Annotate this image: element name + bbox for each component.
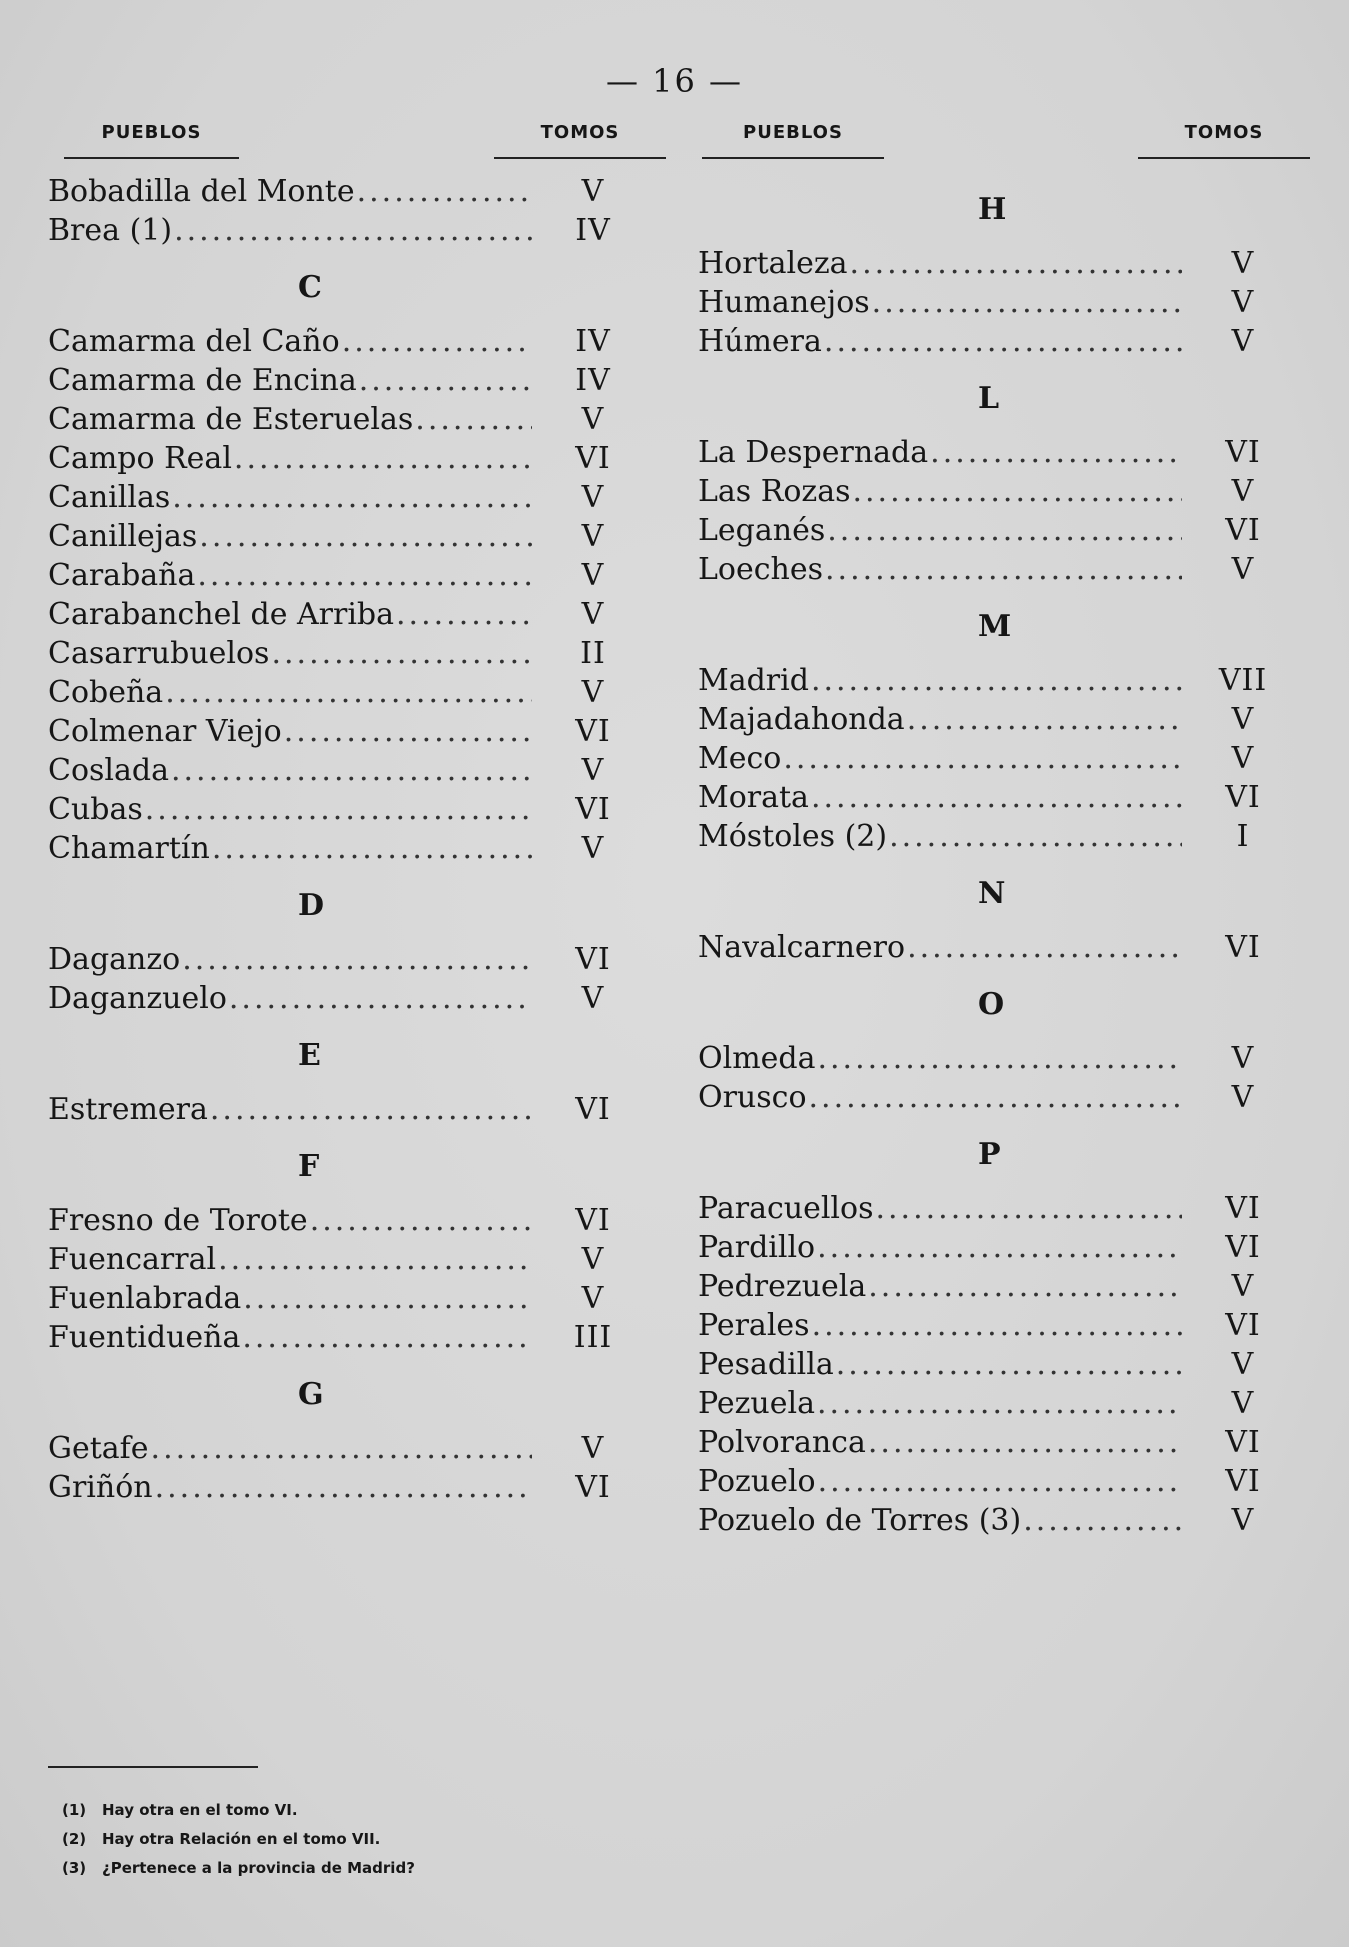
pueblo-row	[48, 172, 648, 211]
section-letter: L	[978, 381, 1003, 416]
letter-section	[48, 886, 678, 1018]
pueblo-name: Fuenlabrada	[48, 1281, 242, 1316]
page-number: — 16 —	[605, 62, 744, 100]
dot-leader	[930, 433, 1182, 472]
footnote	[48, 1854, 648, 1883]
tomo-number: VI	[575, 441, 611, 476]
tomo-number: VI	[575, 1092, 611, 1127]
pueblo-row	[48, 361, 648, 400]
pueblo-row	[698, 1384, 1298, 1423]
tomo-number: VI	[1225, 1191, 1261, 1226]
pueblo-row	[48, 400, 648, 439]
pueblo-row	[48, 673, 648, 712]
pueblo-name: Daganzuelo	[48, 981, 227, 1016]
dot-leader	[852, 472, 1182, 511]
pueblo-name: Meco	[698, 741, 782, 776]
section-letter: F	[298, 1149, 323, 1184]
left-column-header	[48, 122, 678, 172]
right-sections	[698, 190, 1318, 1540]
tomo-number: V	[581, 480, 605, 515]
tomo-number: V	[1231, 324, 1255, 359]
pueblo-row	[698, 928, 1298, 967]
pueblo-name: Morata	[698, 780, 809, 815]
footnote-list	[48, 1796, 648, 1883]
pueblo-name: Humanejos	[698, 285, 870, 320]
dot-leader	[145, 790, 532, 829]
tomo-number: V	[1231, 1080, 1255, 1115]
tomo-number: VI	[575, 792, 611, 827]
pueblo-row	[698, 1267, 1298, 1306]
pueblo-name: Pedrezuela	[698, 1269, 867, 1304]
pueblo-row	[698, 817, 1298, 856]
pueblo-row	[698, 700, 1298, 739]
pueblo-row	[48, 478, 648, 517]
pueblo-row	[48, 940, 648, 979]
tomo-number: V	[581, 675, 605, 710]
pueblo-row	[698, 1039, 1298, 1078]
pueblo-row	[48, 439, 648, 478]
tomo-number: V	[1231, 702, 1255, 737]
tomo-number: VI	[575, 714, 611, 749]
tomo-number: V	[581, 1281, 605, 1316]
dot-leader	[242, 1318, 532, 1357]
pueblo-name: Brea (1)	[48, 213, 173, 248]
tomo-number: II	[580, 636, 606, 671]
tomo-number: V	[1231, 285, 1255, 320]
left-column	[48, 122, 678, 1507]
tomo-number: VI	[1225, 930, 1261, 965]
tomo-number: V	[581, 981, 605, 1016]
dot-leader	[229, 979, 532, 1018]
dot-leader	[271, 634, 532, 673]
tomo-number: V	[581, 1431, 605, 1466]
pueblo-name: Pezuela	[698, 1386, 815, 1421]
pueblo-row	[698, 1345, 1298, 1384]
pueblo-name: Pesadilla	[698, 1347, 834, 1382]
section-letter: G	[298, 1377, 327, 1412]
dot-leader	[165, 673, 532, 712]
pueblo-name: Getafe	[48, 1431, 149, 1466]
letter-section	[48, 268, 678, 868]
pueblo-name: Estremera	[48, 1092, 208, 1127]
dot-leader	[811, 661, 1182, 700]
dot-leader	[151, 1429, 532, 1468]
pueblo-name: Móstoles (2)	[698, 819, 888, 854]
letter-section	[698, 190, 1318, 361]
dot-leader	[817, 1228, 1182, 1267]
pueblo-name: Canillas	[48, 480, 171, 515]
pueblo-name: Camarma de Encina	[48, 363, 357, 398]
pueblo-row	[48, 1090, 648, 1129]
pueblo-row	[698, 661, 1298, 700]
left-top-rows	[48, 172, 678, 250]
dot-leader	[174, 211, 532, 250]
dot-leader	[889, 817, 1182, 856]
pueblo-name: Coslada	[48, 753, 169, 788]
dot-leader	[218, 1240, 532, 1279]
pueblo-name: Camarma del Caño	[48, 324, 340, 359]
tomo-number: V	[581, 597, 605, 632]
tomo-number: VI	[575, 1470, 611, 1505]
dot-leader	[342, 322, 532, 361]
pueblo-row	[48, 1201, 648, 1240]
tomo-number: V	[1231, 1041, 1255, 1076]
section-letter: D	[298, 888, 328, 923]
pueblo-row	[48, 751, 648, 790]
footnote	[48, 1825, 648, 1854]
dot-leader	[850, 244, 1182, 283]
footnote-text: ¿Pertenece a la provincia de Madrid?	[102, 1859, 415, 1877]
pueblo-name: Colmenar Viejo	[48, 714, 282, 749]
footnote-mark: (1)	[62, 1801, 87, 1819]
tomos-header: TOMOS	[1138, 122, 1310, 159]
section-letter: P	[978, 1137, 1004, 1172]
tomo-number: V	[581, 1242, 605, 1277]
dot-leader	[243, 1279, 532, 1318]
tomo-number: V	[1231, 1386, 1255, 1421]
dot-leader	[210, 1090, 532, 1129]
pueblo-row	[48, 1318, 648, 1357]
tomo-number: VI	[575, 1203, 611, 1238]
pueblo-row	[698, 283, 1298, 322]
tomo-number: V	[1231, 1347, 1255, 1382]
pueblo-row	[698, 739, 1298, 778]
section-letter: E	[298, 1038, 324, 1073]
tomo-number: V	[1231, 246, 1255, 281]
tomo-number: V	[581, 558, 605, 593]
dot-leader	[817, 1384, 1182, 1423]
pueblo-row	[698, 550, 1298, 589]
footnote	[48, 1796, 648, 1825]
dot-leader	[155, 1468, 532, 1507]
letter-section	[698, 985, 1318, 1117]
tomo-number: IV	[575, 213, 611, 248]
letter-section	[698, 1135, 1318, 1540]
right-column-header	[698, 122, 1318, 172]
dot-leader	[824, 322, 1182, 361]
pueblo-name: Madrid	[698, 663, 809, 698]
pueblo-name: Griñón	[48, 1470, 153, 1505]
pueblo-row	[48, 517, 648, 556]
tomo-number: V	[1231, 1503, 1255, 1538]
pueblo-name: Loeches	[698, 552, 824, 587]
pueblo-row	[698, 1078, 1298, 1117]
pueblo-name: Pardillo	[698, 1230, 816, 1265]
pueblo-row	[698, 1189, 1298, 1228]
dot-leader	[284, 712, 532, 751]
pueblo-row	[48, 790, 648, 829]
dot-leader	[907, 928, 1182, 967]
pueblo-name: Fuencarral	[48, 1242, 217, 1277]
pueblo-name: Perales	[698, 1308, 810, 1343]
pueblo-name: Paracuellos	[698, 1191, 874, 1226]
tomo-number: V	[581, 402, 605, 437]
pueblo-row	[698, 244, 1298, 283]
pueblo-row	[48, 322, 648, 361]
left-sections	[48, 268, 678, 1507]
pueblo-name: Bobadilla del Monte	[48, 174, 355, 209]
pueblo-name: Pozuelo	[698, 1464, 816, 1499]
dot-leader	[199, 517, 532, 556]
tomo-number: VI	[1225, 513, 1261, 548]
tomo-number: V	[1231, 552, 1255, 587]
pueblo-row	[48, 829, 648, 868]
pueblo-name: Casarrubuelos	[48, 636, 270, 671]
pueblo-row	[48, 979, 648, 1018]
pueblo-name: Carabaña	[48, 558, 196, 593]
dot-leader	[783, 739, 1182, 778]
section-letter: C	[298, 270, 325, 305]
dot-leader	[907, 700, 1182, 739]
pueblo-name: Orusco	[698, 1080, 807, 1115]
pueblo-name: Navalcarnero	[698, 930, 906, 965]
dot-leader	[234, 439, 532, 478]
pueblo-name: Campo Real	[48, 441, 232, 476]
pueblo-name: Húmera	[698, 324, 822, 359]
pueblo-row	[698, 472, 1298, 511]
section-letter: N	[978, 876, 1009, 911]
pueblo-name: Fresno de Torote	[48, 1203, 308, 1238]
dot-leader	[415, 400, 532, 439]
tomo-number: VI	[575, 942, 611, 977]
dot-leader	[825, 550, 1182, 589]
pueblo-row	[698, 1306, 1298, 1345]
pueblo-row	[698, 511, 1298, 550]
footnote-mark: (2)	[62, 1830, 87, 1848]
pueblo-name: Cobeña	[48, 675, 164, 710]
tomo-number: VI	[1225, 1308, 1261, 1343]
letter-section	[48, 1375, 678, 1507]
section-letter: O	[978, 987, 1008, 1022]
tomo-number: V	[581, 174, 605, 209]
pueblo-row	[48, 634, 648, 673]
pueblo-name: La Despernada	[698, 435, 929, 470]
tomo-number: V	[1231, 741, 1255, 776]
pueblo-name: Las Rozas	[698, 474, 851, 509]
pueblo-row	[698, 433, 1298, 472]
pueblos-header: PUEBLOS	[64, 122, 239, 159]
tomo-number: IV	[575, 324, 611, 359]
dot-leader	[1023, 1501, 1182, 1540]
pueblo-name: Fuentidueña	[48, 1320, 241, 1355]
pueblo-name: Leganés	[698, 513, 826, 548]
footnote-text: Hay otra en el tomo VI.	[102, 1801, 298, 1819]
pueblo-name: Carabanchel de Arriba	[48, 597, 395, 632]
pueblo-row	[698, 1423, 1298, 1462]
pueblo-name: Hortaleza	[698, 246, 848, 281]
dot-leader	[818, 1462, 1182, 1501]
right-column	[698, 122, 1318, 1540]
pueblo-row	[698, 1462, 1298, 1501]
pueblo-row	[698, 1228, 1298, 1267]
pueblo-row	[698, 322, 1298, 361]
pueblo-row	[48, 1429, 648, 1468]
tomo-number: IV	[575, 363, 611, 398]
dot-leader	[182, 940, 532, 979]
pueblo-row	[48, 1240, 648, 1279]
pueblo-name: Majadahonda	[698, 702, 905, 737]
dot-leader	[809, 1078, 1182, 1117]
tomo-number: VI	[1225, 1464, 1261, 1499]
tomo-number: I	[1236, 819, 1250, 854]
tomo-number: V	[581, 519, 605, 554]
tomo-number: VI	[1225, 780, 1261, 815]
dot-leader	[811, 778, 1182, 817]
footnote-rule	[48, 1766, 258, 1768]
dot-leader	[212, 829, 532, 868]
dot-leader	[812, 1306, 1182, 1345]
footnotes	[48, 1766, 648, 1883]
pueblo-row	[48, 712, 648, 751]
section-letter: H	[978, 192, 1010, 227]
pueblos-header: PUEBLOS	[702, 122, 884, 159]
dot-leader	[872, 283, 1182, 322]
pueblo-name: Polvoranca	[698, 1425, 866, 1460]
pueblo-name: Pozuelo de Torres (3)	[698, 1503, 1022, 1538]
pueblo-name: Canillejas	[48, 519, 198, 554]
tomo-number: V	[1231, 1269, 1255, 1304]
letter-section	[698, 379, 1318, 589]
pueblo-name: Camarma de Esteruelas	[48, 402, 414, 437]
pueblo-name: Cubas	[48, 792, 143, 827]
footnote-mark: (3)	[62, 1859, 87, 1877]
pueblo-name: Chamartín	[48, 831, 210, 866]
tomo-number: VI	[1225, 1230, 1261, 1265]
pueblo-row	[48, 556, 648, 595]
dot-leader	[827, 511, 1182, 550]
letter-section	[698, 607, 1318, 856]
dot-leader	[171, 751, 532, 790]
pueblo-row	[48, 1279, 648, 1318]
dot-leader	[868, 1423, 1182, 1462]
tomos-header: TOMOS	[494, 122, 666, 159]
section-letter: M	[978, 609, 1015, 644]
dot-leader	[868, 1267, 1182, 1306]
pueblo-name: Daganzo	[48, 942, 181, 977]
pueblo-row	[48, 211, 648, 250]
tomo-number: V	[581, 831, 605, 866]
dot-leader	[396, 595, 532, 634]
pueblo-row	[698, 1501, 1298, 1540]
tomo-number: V	[1231, 474, 1255, 509]
dot-leader	[357, 172, 532, 211]
dot-leader	[836, 1345, 1182, 1384]
tomo-number: VI	[1225, 1425, 1261, 1460]
dot-leader	[817, 1039, 1182, 1078]
letter-section	[698, 874, 1318, 967]
footnote-text: Hay otra Relación en el tomo VII.	[102, 1830, 381, 1848]
tomo-number: III	[573, 1320, 613, 1355]
dot-leader	[197, 556, 532, 595]
letter-section	[48, 1147, 678, 1357]
pueblo-row	[48, 1468, 648, 1507]
pueblo-name: Olmeda	[698, 1041, 816, 1076]
tomo-number: VI	[1225, 435, 1261, 470]
pueblo-row	[698, 778, 1298, 817]
dot-leader	[310, 1201, 532, 1240]
dot-leader	[172, 478, 532, 517]
dot-leader	[875, 1189, 1182, 1228]
letter-section	[48, 1036, 678, 1129]
tomo-number: VII	[1218, 663, 1268, 698]
dot-leader	[359, 361, 532, 400]
pueblo-row	[48, 595, 648, 634]
tomo-number: V	[581, 753, 605, 788]
